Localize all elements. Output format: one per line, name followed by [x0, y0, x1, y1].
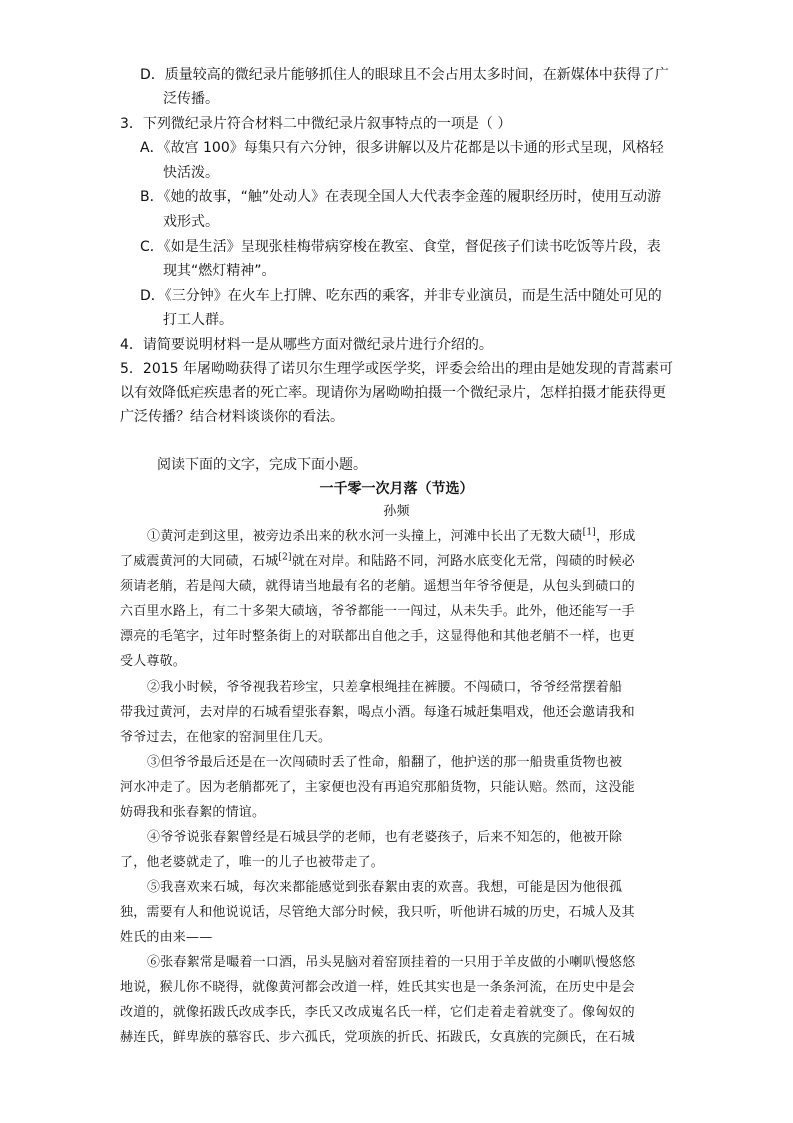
- reading-instruction: 阅读下面的文字，完成下面小题。: [157, 457, 367, 473]
- paragraph-line: 改道的，就像拓跋氏改成李氏，李氏又改成嵬名氏一样，它们走着走着就变了。像匈奴的: [120, 1005, 635, 1020]
- paragraph-line: 河水冲走了。因为老艄都死了，主家便也没有再追究那船货物，只能认赔。然而，这没能: [120, 780, 635, 795]
- paragraph-line: 妨碍我和张春絮的情谊。: [120, 805, 266, 820]
- footnote-marker: [2]: [278, 552, 292, 563]
- option-b-line: B．《她的故事，“触”处动人》在表现全国人大代表李金莲的履职经历时，使用互动游: [140, 189, 662, 205]
- option-a-line: 快活泼。: [163, 165, 219, 181]
- paragraph-line: 独，需要有人和他说说话，尽管绝大部分时候，我只听，听他讲石城的历史，石城人及其: [120, 905, 635, 920]
- footnote-marker: [1]: [582, 527, 596, 538]
- paragraph-line: 了，他老婆就走了，唯一的儿子也被带走了。: [120, 855, 385, 870]
- paragraph-line: 六百里水路上，有二十多架大碛垴，爷爷都能一一闯过，从未失手。此外，他还能写一手: [120, 604, 635, 619]
- option-d-line: 打工人群。: [163, 312, 233, 328]
- question-5-line: 5．2015 年屠呦呦获得了诺贝尔生理学或医学奖，评委会给出的理由是她发现的青蒿素可: [120, 361, 673, 377]
- paragraph-line: 漂亮的毛笔字，过年时整条街上的对联都出自他之手，这显得他和其他老艄不一样，也更: [120, 629, 635, 644]
- paragraph-line: 带我过黄河，去对岸的石城看望张春絮，喝点小酒。每逢石城赶集唱戏，他还会邀请我和: [120, 705, 635, 720]
- paragraph-line: ③但爷爷最后还是在一次闯碛时丢了性命，船翻了，他护送的那一船贵重货物也被: [147, 755, 623, 770]
- question-5-line: 以有效降低疟疾患者的死亡率。现请你为屠呦呦拍摄一个微纪录片，怎样拍摄才能获得更: [120, 385, 666, 401]
- paragraph-line: 赫连氏，鲜卑族的慕容氏、步六孤氏，党项族的折氏、拓跋氏，女真族的完颜氏，在石城: [120, 1030, 635, 1045]
- paragraph-line: ①黄河走到这里，被旁边杀出来的秋水河一头撞上，河滩中长出了无数大碛[1]，形成: [147, 527, 636, 544]
- option-c-line: C．《如是生活》呈现张桂梅带病穿梭在教室、食堂，督促孩子们读书吃饭等片段，表: [140, 239, 661, 255]
- paragraph-line: 地说，猴儿你不晓得，就像黄河都会改道一样，姓氏其实也是一条条河流，在历史中是会: [120, 980, 635, 995]
- paragraph-line: ④爷爷说张春絮曾经是石城县学的老师，也有老婆孩子，后来不知怎的，他被开除: [147, 830, 623, 845]
- option-b-line: 戏形式。: [163, 214, 219, 230]
- paragraph-line: ⑥张春絮常是嘬着一口酒，吊头晃脑对着窑顶挂着的一只用于羊皮做的小喇叭慢悠悠: [147, 955, 636, 970]
- paragraph-line: 了威震黄河的大同碛，石城[2]就在对岸。和陆路不同，河路水底变化无常，闯碛的时候必: [120, 552, 635, 569]
- passage-title: 一千零一次月落（节选）: [319, 481, 474, 497]
- option-line: D．质量较高的微纪录片能够抓住人的眼球且不会占用太多时间，在新媒体中获得了广: [140, 67, 669, 83]
- paragraph-line: 爷爷过去，在他家的窑洞里住几天。: [120, 730, 332, 745]
- paragraph-line: 姓氏的由来——: [120, 930, 213, 945]
- paragraph-line: ⑤我喜欢来石城，每次来都能感觉到张春絮由衷的欢喜。我想，可能是因为他很孤: [147, 880, 623, 895]
- paragraph-line: ②我小时候，爷爷视我若珍宝，只差拿根绳挂在裤腰。不闯碛口，爷爷经常摆着船: [147, 680, 623, 695]
- option-d-line: D．《三分钟》在火车上打牌、吃东西的乘客，并非专业演员，而是生活中随处可见的: [140, 288, 662, 304]
- option-line: 泛传播。: [163, 91, 219, 107]
- question-stem: 3．下列微纪录片符合材料二中微纪录片叙事特点的一项是（ ）: [120, 116, 512, 132]
- option-a-line: A．《故宫 100》每集只有六分钟，很多讲解以及片花都是以卡通的形式呈现，风格轻: [140, 140, 664, 156]
- question-4: 4．请简要说明材料一是从哪些方面对微纪录片进行介绍的。: [120, 337, 493, 353]
- paragraph-line: 受人尊敬。: [120, 654, 187, 669]
- question-5-line: 广泛传播？结合材料谈谈你的看法。: [120, 409, 344, 425]
- paragraph-line: 须请老艄，若是闯大碛，就得请当地最有名的老艄。遥想当年爷爷便是，从包头到碛口的: [120, 579, 635, 594]
- option-c-line: 现其“燃灯精神”。: [163, 263, 276, 279]
- passage-author: 孙频: [383, 504, 410, 519]
